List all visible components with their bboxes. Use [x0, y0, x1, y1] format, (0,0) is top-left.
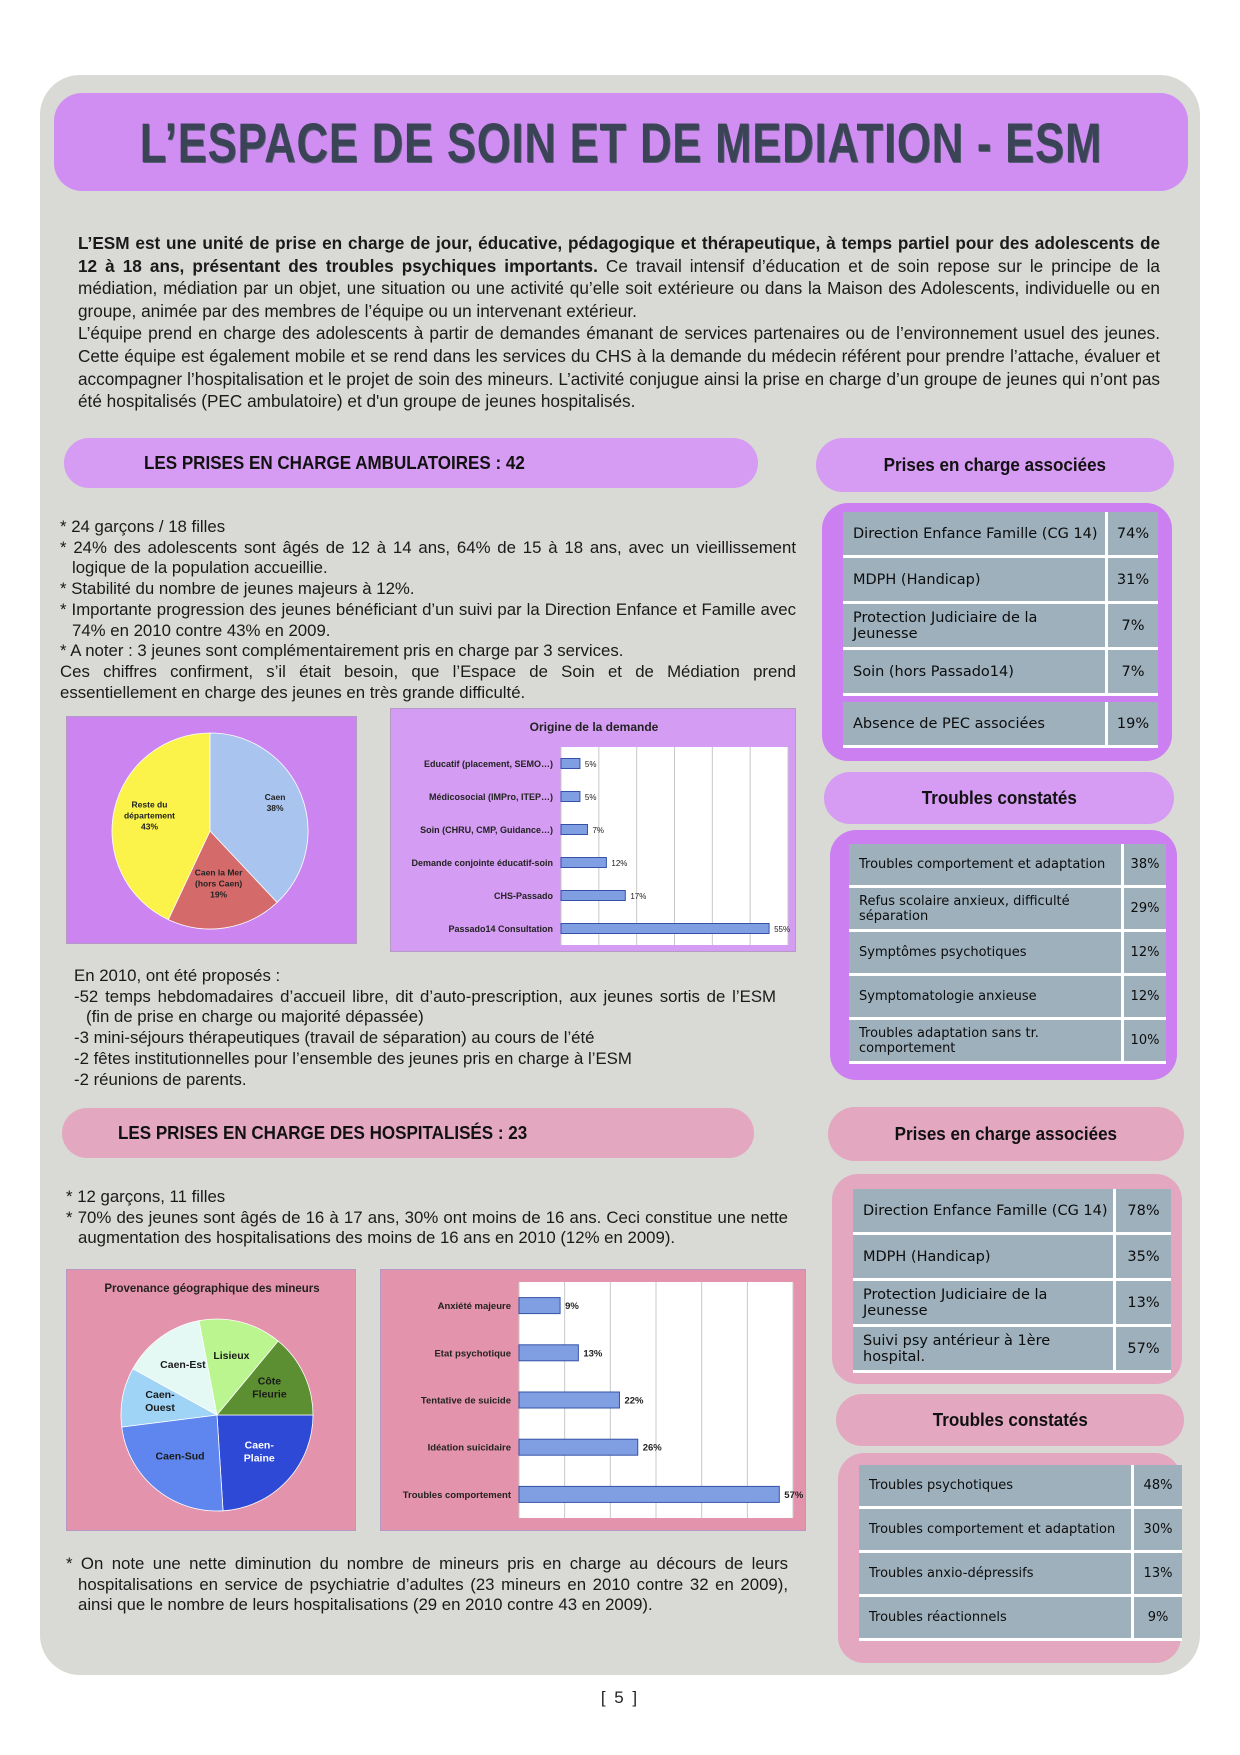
table-row: [843, 650, 1158, 696]
pie-label: Caen-: [244, 1439, 274, 1452]
row-label: Troubles psychotiques: [859, 1465, 1134, 1509]
row-value: 7%: [1108, 604, 1158, 650]
pie-label: département: [123, 810, 176, 821]
category-label: Passado14 Consultation: [448, 924, 553, 934]
bar-demand-svg: [391, 709, 797, 953]
row-value: 29%: [1124, 888, 1166, 932]
pie-label: 38%: [266, 803, 284, 814]
row-value: 31%: [1108, 558, 1158, 604]
table-row: [849, 844, 1166, 888]
value-label: 12%: [611, 859, 628, 868]
row-value: 57%: [1116, 1327, 1171, 1373]
row-label: Troubles réactionnels: [859, 1597, 1134, 1641]
page-number: [ 5 ]: [600, 1688, 640, 1707]
chart-title: Origine de la demande: [529, 720, 659, 734]
row-value: 48%: [1134, 1465, 1182, 1509]
table-row: [853, 1281, 1171, 1327]
row-label: Direction Enfance Famille (CG 14): [843, 512, 1108, 558]
proposed-item-3: -2 réunions de parents.: [74, 1069, 247, 1089]
hosp-bullet-1: * 70% des jeunes sont âgés de 16 à 17 ans, 30% ont moins de 16 ans. Ceci constitue une nette augmentation des hospitalisations des moins de 16 ans en 2010 (12% en 2009).: [66, 1207, 788, 1248]
hosp-bullet-0: * 12 garçons, 11 filles: [66, 1187, 226, 1206]
row-value: 7%: [1108, 650, 1158, 696]
category-label: Demande conjointe éducatif-soin: [411, 858, 553, 868]
value-label: 17%: [630, 892, 647, 901]
row-value: 13%: [1116, 1281, 1171, 1327]
row-value: 30%: [1134, 1509, 1182, 1553]
page-title: L’ESPACE DE SOIN ET DE MEDIATION - ESM: [139, 110, 1103, 174]
proposed-item-1: -3 mini-séjours thérapeutiques (travail de séparation) au cours de l’été: [74, 1028, 595, 1048]
intro-bold: L’ESM est une unité de prise en charge de jour, éducative, pédagogique et thérapeutique, à temps partiel pour des adolescents de 12 à 18 ans, présentant des troubles psychiques importants.: [78, 233, 1160, 276]
pie-label: Fleurie: [252, 1388, 287, 1401]
pie-slice: [122, 1415, 223, 1511]
category-label: Educatif (placement, SEMO…): [423, 759, 553, 769]
table-row: [859, 1553, 1182, 1597]
bar: [519, 1392, 619, 1408]
table-row: [843, 558, 1158, 604]
amb-bullet-2: * Stabilité du nombre de jeunes majeurs à 12%.: [60, 579, 415, 599]
table-row: [843, 702, 1158, 748]
value-label: 9%: [565, 1301, 579, 1313]
table-row: [853, 1189, 1171, 1235]
proposed-item-0: -52 temps hebdomadaires d’accueil libre, dit d’auto-prescription, aux jeunes sortis de l’ESM (fin de prise en charge ou majorité dépassée): [74, 986, 776, 1027]
proposed-intro: En 2010, ont été proposés :: [74, 966, 281, 985]
category-label: Etat psychotique: [434, 1348, 511, 1360]
table-row: [853, 1327, 1171, 1373]
row-label: Symptômes psychotiques: [849, 932, 1124, 976]
table-row: [859, 1465, 1182, 1509]
bar-troubles-chart: [380, 1269, 806, 1531]
pie-label: Caen-: [145, 1389, 175, 1402]
pie-label: Caen: [264, 792, 286, 803]
row-value: 78%: [1116, 1189, 1171, 1235]
category-label: Troubles comportement: [402, 1489, 511, 1501]
intro-text: [78, 232, 1160, 413]
row-value: 10%: [1124, 1020, 1166, 1064]
bar: [519, 1345, 578, 1361]
row-label: Troubles comportement et adaptation: [859, 1509, 1134, 1553]
value-label: 13%: [583, 1348, 603, 1360]
value-label: 5%: [584, 793, 597, 802]
title-banner: [54, 93, 1188, 191]
category-label: Médicosocial (IMPro, ITEP…): [428, 792, 553, 802]
category-label: Idéation suicidaire: [427, 1442, 511, 1454]
row-value: 12%: [1124, 932, 1166, 976]
table-row: [843, 512, 1158, 558]
bar: [561, 759, 580, 769]
row-value: 19%: [1108, 702, 1158, 748]
pie-label: 43%: [140, 821, 159, 832]
bar: [519, 1486, 779, 1502]
row-label: Troubles anxio-dépressifs: [859, 1553, 1134, 1597]
ambulatoire-heading: LES PRISES EN CHARGE AMBULATOIRES : 42: [64, 438, 758, 488]
hospitalises-note: * On note une nette diminution du nombre de mineurs pris en charge au décours de leurs hospitalisations en service de psychiatrie d’adultes (23 mineurs en 2010 contre 32 en 2009), ainsi que le nombre de leurs hospitalisations (29 en 2010 contre 43 en 2009).: [66, 1554, 788, 1615]
bar: [561, 858, 606, 868]
pie-origin-svg: [67, 717, 358, 945]
pie-geo-chart: [66, 1269, 356, 1531]
amb-conclusion: Ces chiffres confirment, s’il était besoin, que l’Espace de Soin et de Médiation prend essentiellement en charge des jeunes en très grande difficulté.: [60, 661, 796, 702]
category-label: Anxiété majeure: [437, 1301, 511, 1313]
table-row: [849, 888, 1166, 932]
row-label: Troubles comportement et adaptation: [849, 844, 1124, 888]
category-label: CHS-Passado: [493, 891, 553, 901]
value-label: 5%: [584, 760, 597, 769]
pie-geo-svg: [67, 1270, 357, 1532]
category-label: Tentative de suicide: [420, 1395, 511, 1407]
bar-demand-chart: [390, 708, 796, 952]
bar: [561, 924, 769, 934]
row-label: Suivi psy antérieur à 1ère hospital.: [853, 1327, 1116, 1373]
table-row: [859, 1509, 1182, 1553]
table-row: [849, 932, 1166, 976]
amb-bullet-1: * 24% des adolescents sont âgés de 12 à 14 ans, 64% de 15 à 18 ans, avec un vieillissement logique de la population accueillie.: [60, 537, 796, 578]
table-row: [849, 976, 1166, 1020]
row-label: MDPH (Handicap): [853, 1235, 1116, 1281]
pie-label: 19%: [210, 889, 228, 900]
hospitalises-text: [66, 1187, 788, 1249]
value-label: 57%: [784, 1489, 804, 1501]
pie-origin-chart: [66, 716, 357, 944]
pie-label: Caen la Mer: [194, 867, 243, 878]
pie-label: Reste du: [131, 799, 168, 810]
side-hosp-troubles-heading: Troubles constatés: [836, 1394, 1184, 1446]
row-value: 38%: [1124, 844, 1166, 888]
pie-label: (hors Caen): [194, 878, 243, 889]
bar-troubles-svg: [381, 1270, 807, 1532]
bar: [519, 1439, 638, 1455]
bar: [561, 792, 580, 802]
bar: [561, 825, 587, 835]
pie-label: Caen-Sud: [155, 1450, 205, 1463]
row-label: Soin (hors Passado14): [843, 650, 1108, 696]
row-label: Protection Judiciaire de la Jeunesse: [853, 1281, 1116, 1327]
table-row: [843, 604, 1158, 650]
value-label: 55%: [774, 925, 791, 934]
row-label: Protection Judiciaire de la Jeunesse: [843, 604, 1108, 650]
pie-label: Ouest: [145, 1402, 175, 1415]
amb-bullet-0: * 24 garçons / 18 filles: [60, 517, 226, 536]
row-value: 35%: [1116, 1235, 1171, 1281]
row-value: 12%: [1124, 976, 1166, 1020]
pie-label: Côte: [257, 1375, 282, 1388]
row-label: MDPH (Handicap): [843, 558, 1108, 604]
pie-title: Provenance géographique des mineurs: [104, 1283, 320, 1295]
intro-rest: Ce travail intensif d’éducation et de soin repose sur le principe de la médiation, médiation par un objet, une situation ou une activité qu’elle soit extérieure ou dans la Maison des Adolescents, individuelle ou en groupe, animée par des membres de l’équipe ou un intervenant extérieur.: [78, 255, 1160, 321]
intro-paragraph-2: L’équipe prend en charge des adolescents à partir de demandes émanant de services partenaires ou de l’environnement usuel des jeunes. Cette équipe est également mobile et se rend dans les services du CHS à la demande du médecin référent pour prendre l’attache, évaluer et accompagner l’hospitalisation et le projet de soin des mineurs. L’activité conjugue ainsi la prise en charge d’un groupe de jeunes qui n’ont pas été hospitalisés (PEC ambulatoire) et d'un groupe de jeunes hospitalisés.: [78, 323, 1160, 412]
table-row: [859, 1597, 1182, 1641]
row-label: Direction Enfance Famille (CG 14): [853, 1189, 1116, 1235]
ambulatoire-text: [60, 517, 796, 703]
proposed-item-2: -2 fêtes institutionnelles pour l’ensemble des jeunes pris en charge à l’ESM: [74, 1048, 632, 1068]
bar: [561, 891, 625, 901]
table-row: [853, 1235, 1171, 1281]
row-value: 9%: [1134, 1597, 1182, 1641]
row-label: Troubles adaptation sans tr. comportement: [849, 1020, 1124, 1064]
row-label: Symptomatologie anxieuse: [849, 976, 1124, 1020]
row-value: 13%: [1134, 1553, 1182, 1597]
category-label: Soin (CHRU, CMP, Guidance…): [420, 825, 553, 835]
side-amb-pec-heading: Prises en charge associées: [816, 438, 1174, 492]
value-label: 22%: [624, 1395, 644, 1407]
row-value: 74%: [1108, 512, 1158, 558]
value-label: 7%: [592, 826, 605, 835]
value-label: 26%: [642, 1442, 662, 1454]
pie-label: Plaine: [243, 1452, 275, 1465]
pie-label: Lisieux: [213, 1349, 250, 1362]
amb-bullet-3: * Importante progression des jeunes bénéficiant d’un suivi par la Direction Enfance et Famille avec 74% en 2010 contre 43% en 2009.: [60, 599, 796, 640]
row-label: Refus scolaire anxieux, difficulté séparation: [849, 888, 1124, 932]
table-row: [849, 1020, 1166, 1064]
side-hosp-pec-heading: Prises en charge associées: [828, 1107, 1184, 1161]
proposed-text: [74, 966, 776, 1090]
amb-bullet-4: * A noter : 3 jeunes sont complémentairement pris en charge par 3 services.: [60, 641, 624, 661]
side-amb-troubles-heading: Troubles constatés: [824, 772, 1174, 824]
row-label: Absence de PEC associées: [843, 702, 1108, 748]
hospitalises-heading: LES PRISES EN CHARGE DES HOSPITALISÉS : 23: [62, 1108, 754, 1158]
bar: [519, 1298, 560, 1314]
pie-label: Caen-Est: [160, 1359, 206, 1372]
